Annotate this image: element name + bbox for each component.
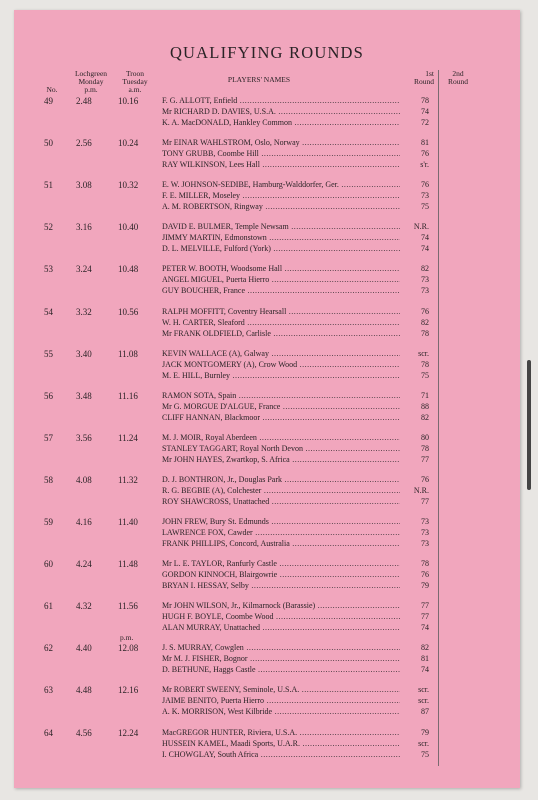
player-row: [162, 727, 434, 738]
player-name: J. S. MURRAY, Cowglen .....: [162, 642, 400, 653]
player-name: Mr ROBERT SWEENY, Seminole, U.S.A. .....: [162, 684, 400, 695]
player-name: ANGEL MIGUEL, Puerta Hierro .....: [162, 274, 400, 285]
lochgreen-time: 4.16: [76, 517, 92, 527]
player-name: GORDON KINNOCH, Blairgowrie .....: [162, 569, 400, 580]
player-row: [162, 328, 434, 339]
player-row: [162, 179, 434, 190]
first-round-score: 76: [401, 306, 429, 317]
player-name: E. W. JOHNSON-SEDIBE, Hamburg-Walddorfer, Ger. .....: [162, 179, 400, 190]
player-name: D. BETHUNE, Haggs Castle .....: [162, 664, 400, 675]
first-round-score: 73: [401, 190, 429, 201]
first-round-score: 77: [401, 611, 429, 622]
player-row: [162, 684, 434, 695]
group-number: 58: [44, 474, 53, 485]
player-name: HUSSEIN KAMEL, Maadi Sports, U.A.R. .....: [162, 738, 400, 749]
first-round-score: 76: [401, 474, 429, 485]
player-row: [162, 306, 434, 317]
player-name: Mr L. E. TAYLOR, Ranfurly Castle .....: [162, 558, 400, 569]
player-row: [162, 263, 434, 274]
first-round-score: 78: [401, 558, 429, 569]
troon-time: 11.16: [118, 390, 138, 401]
troon-time: 10.24: [118, 138, 139, 149]
player-row: [162, 412, 434, 423]
player-row: [162, 443, 434, 454]
group-row: [14, 390, 520, 426]
first-round-score: N.R.: [401, 221, 429, 232]
group-row: [14, 474, 520, 510]
first-round-score: 73: [401, 274, 429, 285]
group-row: [14, 558, 520, 594]
lochgreen-time: 4.08: [76, 474, 92, 485]
first-round-score: 71: [401, 390, 429, 401]
player-name: BRYAN I. HESSAY, Selby .....: [162, 580, 400, 591]
player-row: [162, 600, 434, 611]
first-round-score: 75: [401, 370, 429, 381]
troon-time: 12.24: [118, 727, 139, 738]
header-troon-line3: a.m.: [128, 85, 142, 94]
first-round-score: 77: [401, 496, 429, 507]
lochgreen-time: 4.32: [76, 601, 92, 612]
group-row: [14, 432, 520, 468]
group-row: [14, 727, 520, 763]
player-row: [162, 558, 434, 569]
first-round-score: 77: [401, 600, 429, 611]
player-name: DAVID E. BULMER, Temple Newsam .....: [162, 221, 400, 232]
group-number: 52: [44, 222, 53, 233]
binding-staple: [527, 360, 531, 490]
first-round-score: 74: [401, 106, 429, 117]
group-number: 62: [44, 643, 53, 654]
first-round-score: N.R.: [401, 485, 429, 496]
lochgreen-time: 4.48: [76, 685, 92, 696]
group-row: [14, 179, 520, 215]
group-number: 51: [44, 180, 53, 191]
first-round-score: 74: [401, 622, 429, 633]
troon-time: 12.16: [118, 685, 139, 696]
player-row: [162, 285, 434, 296]
player-name: PETER W. BOOTH, Woodsome Hall .....: [162, 263, 400, 274]
group-row: [14, 348, 520, 384]
troon-time: 10.16: [118, 96, 139, 106]
player-name: MacGREGOR HUNTER, Riviera, U.S.A. .....: [162, 727, 400, 738]
player-row: [162, 95, 434, 106]
troon-time: 10.32: [118, 180, 139, 191]
player-row: [162, 580, 434, 591]
player-row: [162, 137, 434, 148]
player-row: [162, 569, 434, 580]
lochgreen-time: 3.56: [76, 432, 92, 443]
player-name: A. K. MORRISON, West Kilbride .....: [162, 706, 400, 717]
player-name: JAIME BENITO, Puerta Hierro .....: [162, 695, 400, 706]
troon-time: 11.40: [118, 517, 138, 527]
player-name: JOHN FREW, Bury St. Edmunds .....: [162, 516, 400, 527]
player-row: [162, 653, 434, 664]
player-row: [162, 106, 434, 117]
player-row: [162, 485, 434, 496]
player-row: [162, 695, 434, 706]
header-troon-line2: Tuesday: [122, 77, 148, 86]
first-round-score: 82: [401, 317, 429, 328]
header-lochgreen-line2: Monday: [78, 77, 104, 86]
header-lochgreen: [66, 70, 116, 94]
header-players: [174, 76, 344, 84]
player-name: TONY GRUBB, Coombe Hill .....: [162, 148, 400, 159]
group-row: [14, 306, 520, 342]
first-round-score: 75: [401, 201, 429, 212]
player-row: [162, 159, 434, 170]
group-number: 59: [44, 517, 53, 527]
first-round-score: 74: [401, 232, 429, 243]
troon-time: 12.08: [118, 643, 139, 654]
troon-time: 10.48: [118, 264, 139, 275]
group-row: [14, 95, 520, 131]
player-name: GUY BOUCHER, France .....: [162, 285, 400, 296]
group-row: [14, 684, 520, 720]
player-row: [162, 664, 434, 675]
header-round2-line1: 2nd: [452, 69, 464, 78]
first-round-score: 82: [401, 642, 429, 653]
header-lochgreen-line3: p.m.: [84, 85, 98, 94]
player-row: [162, 401, 434, 412]
player-name: FRANK PHILLIPS, Concord, Australia .....: [162, 538, 400, 549]
first-round-score: 78: [401, 328, 429, 339]
first-round-score: scr.: [401, 738, 429, 749]
group-row: [14, 516, 520, 552]
player-row: [162, 317, 434, 328]
programme-page: [14, 10, 520, 788]
first-round-score: 79: [401, 727, 429, 738]
player-name: JACK MONTGOMERY (A), Crow Wood .....: [162, 359, 400, 370]
lochgreen-time: 4.56: [76, 727, 92, 738]
first-round-score: 82: [401, 263, 429, 274]
first-round-score: 78: [401, 443, 429, 454]
player-name: Mr G. MORGUE D'ALGUE, France .....: [162, 401, 400, 412]
player-name: ALAN MURRAY, Unattached .....: [162, 622, 400, 633]
player-row: [162, 527, 434, 538]
player-name: RAMON SOTA, Spain .....: [162, 390, 400, 401]
first-round-score: 72: [401, 117, 429, 128]
player-row: [162, 201, 434, 212]
player-name: F. E. MILLER, Moseley .....: [162, 190, 400, 201]
player-name: ROY SHAWCROSS, Unattached .....: [162, 496, 400, 507]
group-row: [14, 263, 520, 299]
player-row: [162, 221, 434, 232]
header-no: [39, 86, 65, 94]
group-number: 63: [44, 685, 53, 696]
first-round-score: 73: [401, 285, 429, 296]
lochgreen-time: 3.48: [76, 390, 92, 401]
first-round-score: 75: [401, 749, 429, 760]
player-name: K. A. MacDONALD, Hankley Common .....: [162, 117, 400, 128]
first-round-score: 81: [401, 653, 429, 664]
player-name: A. M. ROBERTSON, Ringway .....: [162, 201, 400, 212]
troon-time: 11.08: [118, 348, 138, 359]
player-name: Mr RICHARD D. DAVIES, U.S.A. .....: [162, 106, 400, 117]
group-number: 50: [44, 138, 53, 149]
player-name: Mr M. J. FISHER, Bognor .....: [162, 653, 400, 664]
group-row: [14, 600, 520, 636]
lochgreen-time: 3.16: [76, 222, 92, 233]
header-troon-line1: Troon: [125, 69, 145, 78]
first-round-score: 73: [401, 527, 429, 538]
player-row: [162, 706, 434, 717]
first-round-score: scr.: [401, 695, 429, 706]
lochgreen-time: 4.40: [76, 643, 92, 654]
first-round-score: 87: [401, 706, 429, 717]
player-name: D. L. MELVILLE, Fulford (York) .....: [162, 243, 400, 254]
group-number: 64: [44, 727, 53, 738]
header-round1-line1: 1st: [425, 69, 434, 78]
troon-time: 11.32: [118, 474, 138, 485]
lochgreen-time: 3.08: [76, 180, 92, 191]
group-number: 55: [44, 348, 53, 359]
group-row: [14, 633, 520, 678]
player-name: Mr EINAR WAHLSTROM, Oslo, Norway .....: [162, 137, 400, 148]
player-name: Mr JOHN WILSON, Jr., Kilmarnock (Barassie) .....: [162, 600, 400, 611]
player-name: RALPH MOFFITT, Coventry Hearsall .....: [162, 306, 400, 317]
player-row: [162, 348, 434, 359]
player-row: [162, 148, 434, 159]
first-round-score: 78: [401, 95, 429, 106]
first-round-score: 74: [401, 664, 429, 675]
group-number: 56: [44, 390, 53, 401]
group-number: 61: [44, 601, 53, 612]
group-number: 54: [44, 306, 53, 317]
player-name: D. J. BONTHRON, Jr., Douglas Park .....: [162, 474, 400, 485]
player-name: STANLEY TAGGART, Royal North Devon .....: [162, 443, 400, 454]
group-number: 57: [44, 432, 53, 443]
player-name: RAY WILKINSON, Lees Hall .....: [162, 159, 400, 170]
page-title: QUALIFYING ROUNDS: [169, 43, 365, 62]
header-round1: [394, 70, 434, 86]
first-round-score: 76: [401, 148, 429, 159]
troon-time-prefix: p.m.: [120, 633, 134, 643]
header-no-label: No.: [46, 85, 58, 94]
lochgreen-time: 2.48: [76, 96, 92, 106]
player-name: HUGH F. BOYLE, Coombe Wood .....: [162, 611, 400, 622]
player-row: [162, 274, 434, 285]
player-row: [162, 516, 434, 527]
player-row: [162, 370, 434, 381]
first-round-score: 81: [401, 137, 429, 148]
player-row: [162, 496, 434, 507]
player-row: [162, 359, 434, 370]
first-round-score: s'r.: [401, 159, 429, 170]
first-round-score: 73: [401, 516, 429, 527]
lochgreen-time: 3.40: [76, 348, 92, 359]
lochgreen-time: 3.24: [76, 264, 92, 275]
player-name: M. J. MOIR, Royal Aberdeen .....: [162, 432, 400, 443]
player-name: LAWRENCE FOX, Cawder .....: [162, 527, 400, 538]
player-row: [162, 390, 434, 401]
troon-time: 10.40: [118, 222, 139, 233]
lochgreen-time: 3.32: [76, 306, 92, 317]
player-row: [162, 232, 434, 243]
player-row: [162, 611, 434, 622]
header-round2-line2: Round: [447, 77, 468, 86]
player-name: KEVIN WALLACE (A), Galway .....: [162, 348, 400, 359]
troon-time: 11.56: [118, 601, 138, 612]
group-number: 60: [44, 559, 53, 570]
header-round2: [438, 70, 478, 86]
first-round-score: 80: [401, 432, 429, 443]
first-round-score: 76: [401, 569, 429, 580]
player-row: [162, 243, 434, 254]
first-round-score: 77: [401, 454, 429, 465]
player-row: [162, 454, 434, 465]
first-round-score: 73: [401, 538, 429, 549]
player-name: Mr FRANK OLDFIELD, Carlisle .....: [162, 328, 400, 339]
troon-time: 10.56: [118, 306, 139, 317]
player-name: W. H. CARTER, Sleaford .....: [162, 317, 400, 328]
player-row: [162, 738, 434, 749]
first-round-score: 88: [401, 401, 429, 412]
player-row: [162, 749, 434, 760]
group-number: 53: [44, 264, 53, 275]
player-name: Mr JOHN HAYES, Zwartkop, S. Africa .....: [162, 454, 400, 465]
player-row: [162, 190, 434, 201]
player-row: [162, 117, 434, 128]
header-players-label: PLAYERS' NAMES: [227, 75, 291, 84]
group-row: [14, 137, 520, 173]
player-row: [162, 432, 434, 443]
first-round-score: 76: [401, 179, 429, 190]
first-round-score: 82: [401, 412, 429, 423]
header-troon: [112, 70, 158, 94]
lochgreen-time: 4.24: [76, 559, 92, 570]
group-number: 49: [44, 96, 53, 106]
first-round-score: scr.: [401, 348, 429, 359]
first-round-score: 79: [401, 580, 429, 591]
player-row: [162, 642, 434, 653]
player-row: [162, 474, 434, 485]
player-name: M. E. HILL, Burnley .....: [162, 370, 400, 381]
header-lochgreen-line1: Lochgreen: [74, 69, 108, 78]
first-round-score: 78: [401, 359, 429, 370]
troon-time: 11.48: [118, 559, 138, 570]
player-name: JIMMY MARTIN, Edmonstown .....: [162, 232, 400, 243]
first-round-score: scr.: [401, 684, 429, 695]
lochgreen-time: 2.56: [76, 138, 92, 149]
player-name: R. G. BEGBIE (A), Colchester .....: [162, 485, 400, 496]
troon-time: 11.24: [118, 432, 138, 443]
header-round1-line2: Round: [413, 77, 434, 86]
player-name: F. G. ALLOTT, Enfield .....: [162, 95, 400, 106]
group-row: [14, 221, 520, 257]
player-row: [162, 538, 434, 549]
player-name: CLIFF HANNAN, Blackmoor .....: [162, 412, 400, 423]
first-round-score: 74: [401, 243, 429, 254]
player-row: [162, 622, 434, 633]
player-name: I. CHOWGLAY, South Africa .....: [162, 749, 400, 760]
